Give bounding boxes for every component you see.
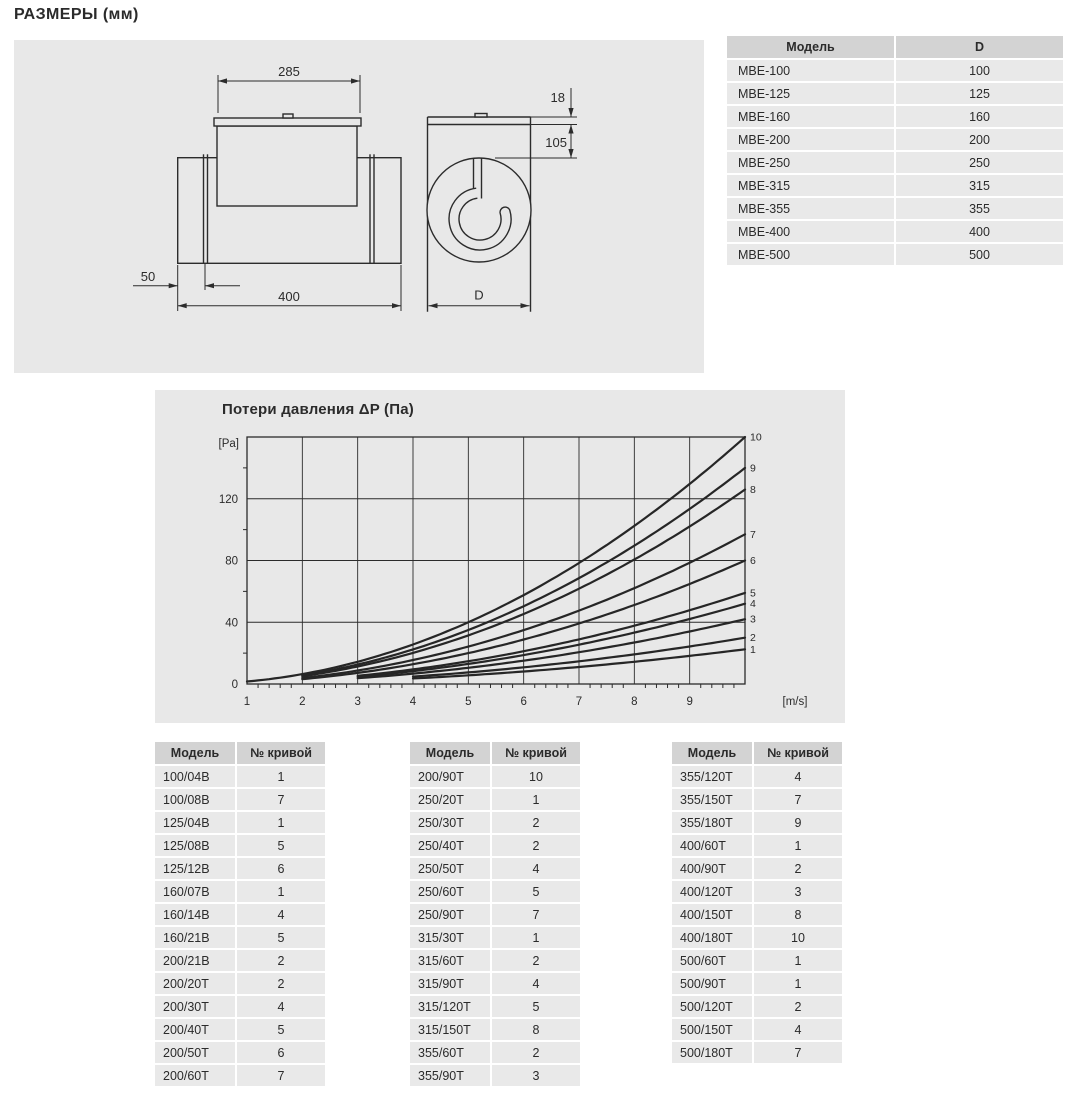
dim-label-18: 18 [550, 90, 565, 105]
value-cell: 125 [896, 83, 1063, 104]
table-row [672, 858, 842, 879]
value-cell: 2 [492, 835, 580, 856]
value-cell: 250 [896, 152, 1063, 173]
table-row [727, 244, 1063, 265]
model-cell: 200/30T [155, 996, 235, 1017]
curve-table-3 [672, 742, 842, 1065]
curve-number-label: 8 [750, 483, 756, 496]
value-cell: 4 [492, 858, 580, 879]
value-cell: 1 [492, 789, 580, 810]
model-cell: 100/08B [155, 789, 235, 810]
table-row [155, 904, 325, 925]
model-cell: MBE-200 [727, 129, 894, 150]
model-cell: 125/04B [155, 812, 235, 833]
dim-lid-height [551, 88, 574, 117]
dim-label-285: 285 [278, 64, 300, 79]
table-row [410, 881, 580, 902]
technical-drawing [14, 40, 704, 373]
table-row [410, 904, 580, 925]
model-cell: 160/07B [155, 881, 235, 902]
table-row [155, 950, 325, 971]
table-row [155, 1019, 325, 1040]
model-cell: 315/150T [410, 1019, 490, 1040]
column-header: № кривой [754, 742, 842, 764]
table-row [410, 1065, 580, 1086]
model-cell: 160/14B [155, 904, 235, 925]
table-row [727, 106, 1063, 127]
column-header: Модель [672, 742, 752, 764]
page-title: РАЗМЕРЫ (мм) [14, 6, 139, 23]
table-row [155, 812, 325, 833]
value-cell: 8 [492, 1019, 580, 1040]
model-cell: 355/180T [672, 812, 752, 833]
table-row [410, 858, 580, 879]
value-cell: 400 [896, 221, 1063, 242]
dim-element-inset [545, 125, 573, 159]
curve-number-label: 10 [750, 431, 762, 444]
curve-number-label: 1 [750, 643, 756, 656]
model-cell: 355/120T [672, 766, 752, 787]
table-row [672, 904, 842, 925]
model-cell: 400/120T [672, 881, 752, 902]
table-header-row [727, 36, 1063, 58]
value-cell: 100 [896, 60, 1063, 81]
value-cell: 160 [896, 106, 1063, 127]
value-cell: 5 [492, 996, 580, 1017]
value-cell: 7 [754, 789, 842, 810]
value-cell: 4 [492, 973, 580, 994]
table-row [410, 1042, 580, 1063]
model-cell: 500/150T [672, 1019, 752, 1040]
value-cell: 5 [237, 927, 325, 948]
x-tick-label: 2 [299, 696, 306, 708]
pressure-loss-chart-panel [155, 390, 845, 723]
model-cell: 400/60T [672, 835, 752, 856]
lid-knob [283, 114, 293, 118]
model-cell: 500/120T [672, 996, 752, 1017]
table-row [672, 789, 842, 810]
model-cell: 315/30T [410, 927, 490, 948]
model-cell: 200/21B [155, 950, 235, 971]
model-cell: 250/60T [410, 881, 490, 902]
side-view [133, 64, 401, 311]
value-cell: 6 [237, 858, 325, 879]
curve-number-label: 5 [750, 587, 756, 600]
table-row [727, 83, 1063, 104]
model-cell: 400/180T [672, 927, 752, 948]
pressure-curve-4 [358, 604, 745, 677]
value-cell: 5 [492, 881, 580, 902]
value-cell: 1 [237, 766, 325, 787]
table-row [672, 835, 842, 856]
value-cell: 10 [492, 766, 580, 787]
column-header: Модель [155, 742, 235, 764]
value-cell: 3 [492, 1065, 580, 1086]
table-row [410, 927, 580, 948]
y-tick-label: 80 [225, 555, 238, 568]
table-row [727, 152, 1063, 173]
model-cell: MBE-125 [727, 83, 894, 104]
value-cell: 10 [754, 927, 842, 948]
terminal-box-lid [214, 118, 361, 126]
model-cell: 355/60T [410, 1042, 490, 1063]
table-row [410, 996, 580, 1017]
table-row [410, 973, 580, 994]
pressure-curve-10 [247, 437, 745, 682]
value-cell: 7 [237, 1065, 325, 1086]
model-cell: 400/90T [672, 858, 752, 879]
model-cell: 200/20T [155, 973, 235, 994]
value-cell: 2 [754, 996, 842, 1017]
table-row [155, 766, 325, 787]
model-cell: 355/150T [672, 789, 752, 810]
table-row [410, 812, 580, 833]
model-cell: 200/50T [155, 1042, 235, 1063]
table-header-row [672, 742, 842, 764]
curve-number-label: 3 [750, 613, 756, 626]
table-row [155, 1042, 325, 1063]
column-header: № кривой [492, 742, 580, 764]
value-cell: 7 [237, 789, 325, 810]
table-row [672, 927, 842, 948]
table-row [672, 766, 842, 787]
chart-title: Потери давления ΔP (Па) [222, 401, 414, 418]
column-header: D [896, 36, 1063, 58]
model-cell: 200/90T [410, 766, 490, 787]
model-cell: MBE-355 [727, 198, 894, 219]
table-row [727, 221, 1063, 242]
value-cell: 4 [754, 1019, 842, 1040]
curve-number-label: 4 [750, 598, 756, 611]
dim-total-length [178, 265, 401, 311]
dim-diameter [429, 288, 530, 309]
model-cell: 100/04B [155, 766, 235, 787]
terminal-box [217, 126, 357, 206]
model-cell: 250/20T [410, 789, 490, 810]
model-cell: 400/150T [672, 904, 752, 925]
column-header: № кривой [237, 742, 325, 764]
model-cell: 250/90T [410, 904, 490, 925]
model-cell: MBE-400 [727, 221, 894, 242]
model-cell: MBE-500 [727, 244, 894, 265]
y-axis-unit: [Pa] [218, 438, 239, 450]
model-cell: 250/40T [410, 835, 490, 856]
value-cell: 500 [896, 244, 1063, 265]
value-cell: 1 [754, 835, 842, 856]
value-cell: 200 [896, 129, 1063, 150]
duct-opening-circle [427, 158, 531, 262]
table-row [155, 835, 325, 856]
curve-number-label: 6 [750, 555, 756, 567]
value-cell: 3 [754, 881, 842, 902]
curve-table-2 [410, 742, 580, 1088]
value-cell: 4 [754, 766, 842, 787]
table-row [155, 789, 325, 810]
table-row [155, 973, 325, 994]
value-cell: 4 [237, 904, 325, 925]
table-header-row [410, 742, 580, 764]
value-cell: 1 [492, 927, 580, 948]
table-row [410, 789, 580, 810]
value-cell: 2 [492, 950, 580, 971]
model-cell: 160/21B [155, 927, 235, 948]
table-row [672, 996, 842, 1017]
model-cell: 250/30T [410, 812, 490, 833]
x-tick-label: 4 [409, 696, 417, 708]
model-cell: 500/60T [672, 950, 752, 971]
table-row [155, 881, 325, 902]
table-row [727, 129, 1063, 150]
table-row [727, 198, 1063, 219]
x-tick-label: 5 [465, 696, 472, 708]
x-tick-label: 6 [520, 696, 527, 708]
value-cell: 5 [237, 835, 325, 856]
column-header: Модель [727, 36, 894, 58]
x-tick-label: 3 [354, 696, 361, 708]
table-row [155, 996, 325, 1017]
table-row [672, 950, 842, 971]
value-cell: 1 [754, 950, 842, 971]
table-row [727, 60, 1063, 81]
value-cell: 7 [492, 904, 580, 925]
dimensions-drawing-panel [14, 40, 704, 373]
dim-label-50: 50 [140, 269, 156, 284]
x-tick-label: 8 [631, 696, 638, 708]
table-row [672, 881, 842, 902]
table-row [672, 1042, 842, 1063]
model-cell: 315/90T [410, 973, 490, 994]
model-cell: MBE-160 [727, 106, 894, 127]
column-header: Модель [410, 742, 490, 764]
value-cell: 2 [492, 812, 580, 833]
model-cell: 500/90T [672, 973, 752, 994]
x-axis-unit: [m/s] [782, 696, 808, 708]
table-row [410, 766, 580, 787]
y-tick-label: 40 [225, 617, 238, 630]
dim-end-offset [133, 264, 240, 290]
table-row [155, 858, 325, 879]
value-cell: 6 [237, 1042, 325, 1063]
model-cell: 200/60T [155, 1065, 235, 1086]
table-row [155, 927, 325, 948]
y-tick-label: 0 [231, 679, 238, 691]
value-cell: 1 [237, 812, 325, 833]
curve-number-label: 2 [750, 632, 756, 645]
model-cell: 355/90T [410, 1065, 490, 1086]
table-header-row [155, 742, 325, 764]
model-cell: MBE-250 [727, 152, 894, 173]
curve-table-1 [155, 742, 325, 1088]
table-row [672, 812, 842, 833]
value-cell: 9 [754, 812, 842, 833]
model-cell: 200/40T [155, 1019, 235, 1040]
table-row [727, 175, 1063, 196]
value-cell: 7 [754, 1042, 842, 1063]
pressure-loss-chart [155, 390, 845, 723]
model-cell: 125/08B [155, 835, 235, 856]
dim-box-width [218, 64, 360, 113]
value-cell: 5 [237, 1019, 325, 1040]
dim-label-105: 105 [545, 135, 567, 150]
x-tick-label: 9 [686, 696, 693, 708]
x-tick-label: 1 [243, 696, 251, 708]
model-cell: MBE-315 [727, 175, 894, 196]
value-cell: 8 [754, 904, 842, 925]
x-tick-label: 7 [575, 696, 583, 708]
model-cell: 315/120T [410, 996, 490, 1017]
table-row [410, 835, 580, 856]
model-cell: 250/50T [410, 858, 490, 879]
table-row [672, 973, 842, 994]
table-row [410, 950, 580, 971]
value-cell: 315 [896, 175, 1063, 196]
value-cell: 2 [237, 950, 325, 971]
value-cell: 355 [896, 198, 1063, 219]
model-cell: 315/60T [410, 950, 490, 971]
model-cell: MBE-100 [727, 60, 894, 81]
table-row [672, 1019, 842, 1040]
value-cell: 2 [492, 1042, 580, 1063]
value-cell: 2 [237, 973, 325, 994]
model-cell: 500/180T [672, 1042, 752, 1063]
value-cell: 4 [237, 996, 325, 1017]
value-cell: 2 [754, 858, 842, 879]
lid-knob-front [475, 114, 487, 118]
value-cell: 1 [237, 881, 325, 902]
dim-label-D: D [474, 287, 484, 303]
y-tick-label: 120 [218, 493, 238, 506]
table-row [410, 1019, 580, 1040]
front-view [427, 88, 577, 312]
dim-label-400: 400 [278, 289, 300, 304]
value-cell: 1 [754, 973, 842, 994]
table-row [155, 1065, 325, 1086]
model-cell: 125/12B [155, 858, 235, 879]
curve-number-label: 9 [750, 462, 756, 475]
curve-number-label: 7 [750, 528, 756, 541]
model-diameter-table [727, 36, 1063, 267]
